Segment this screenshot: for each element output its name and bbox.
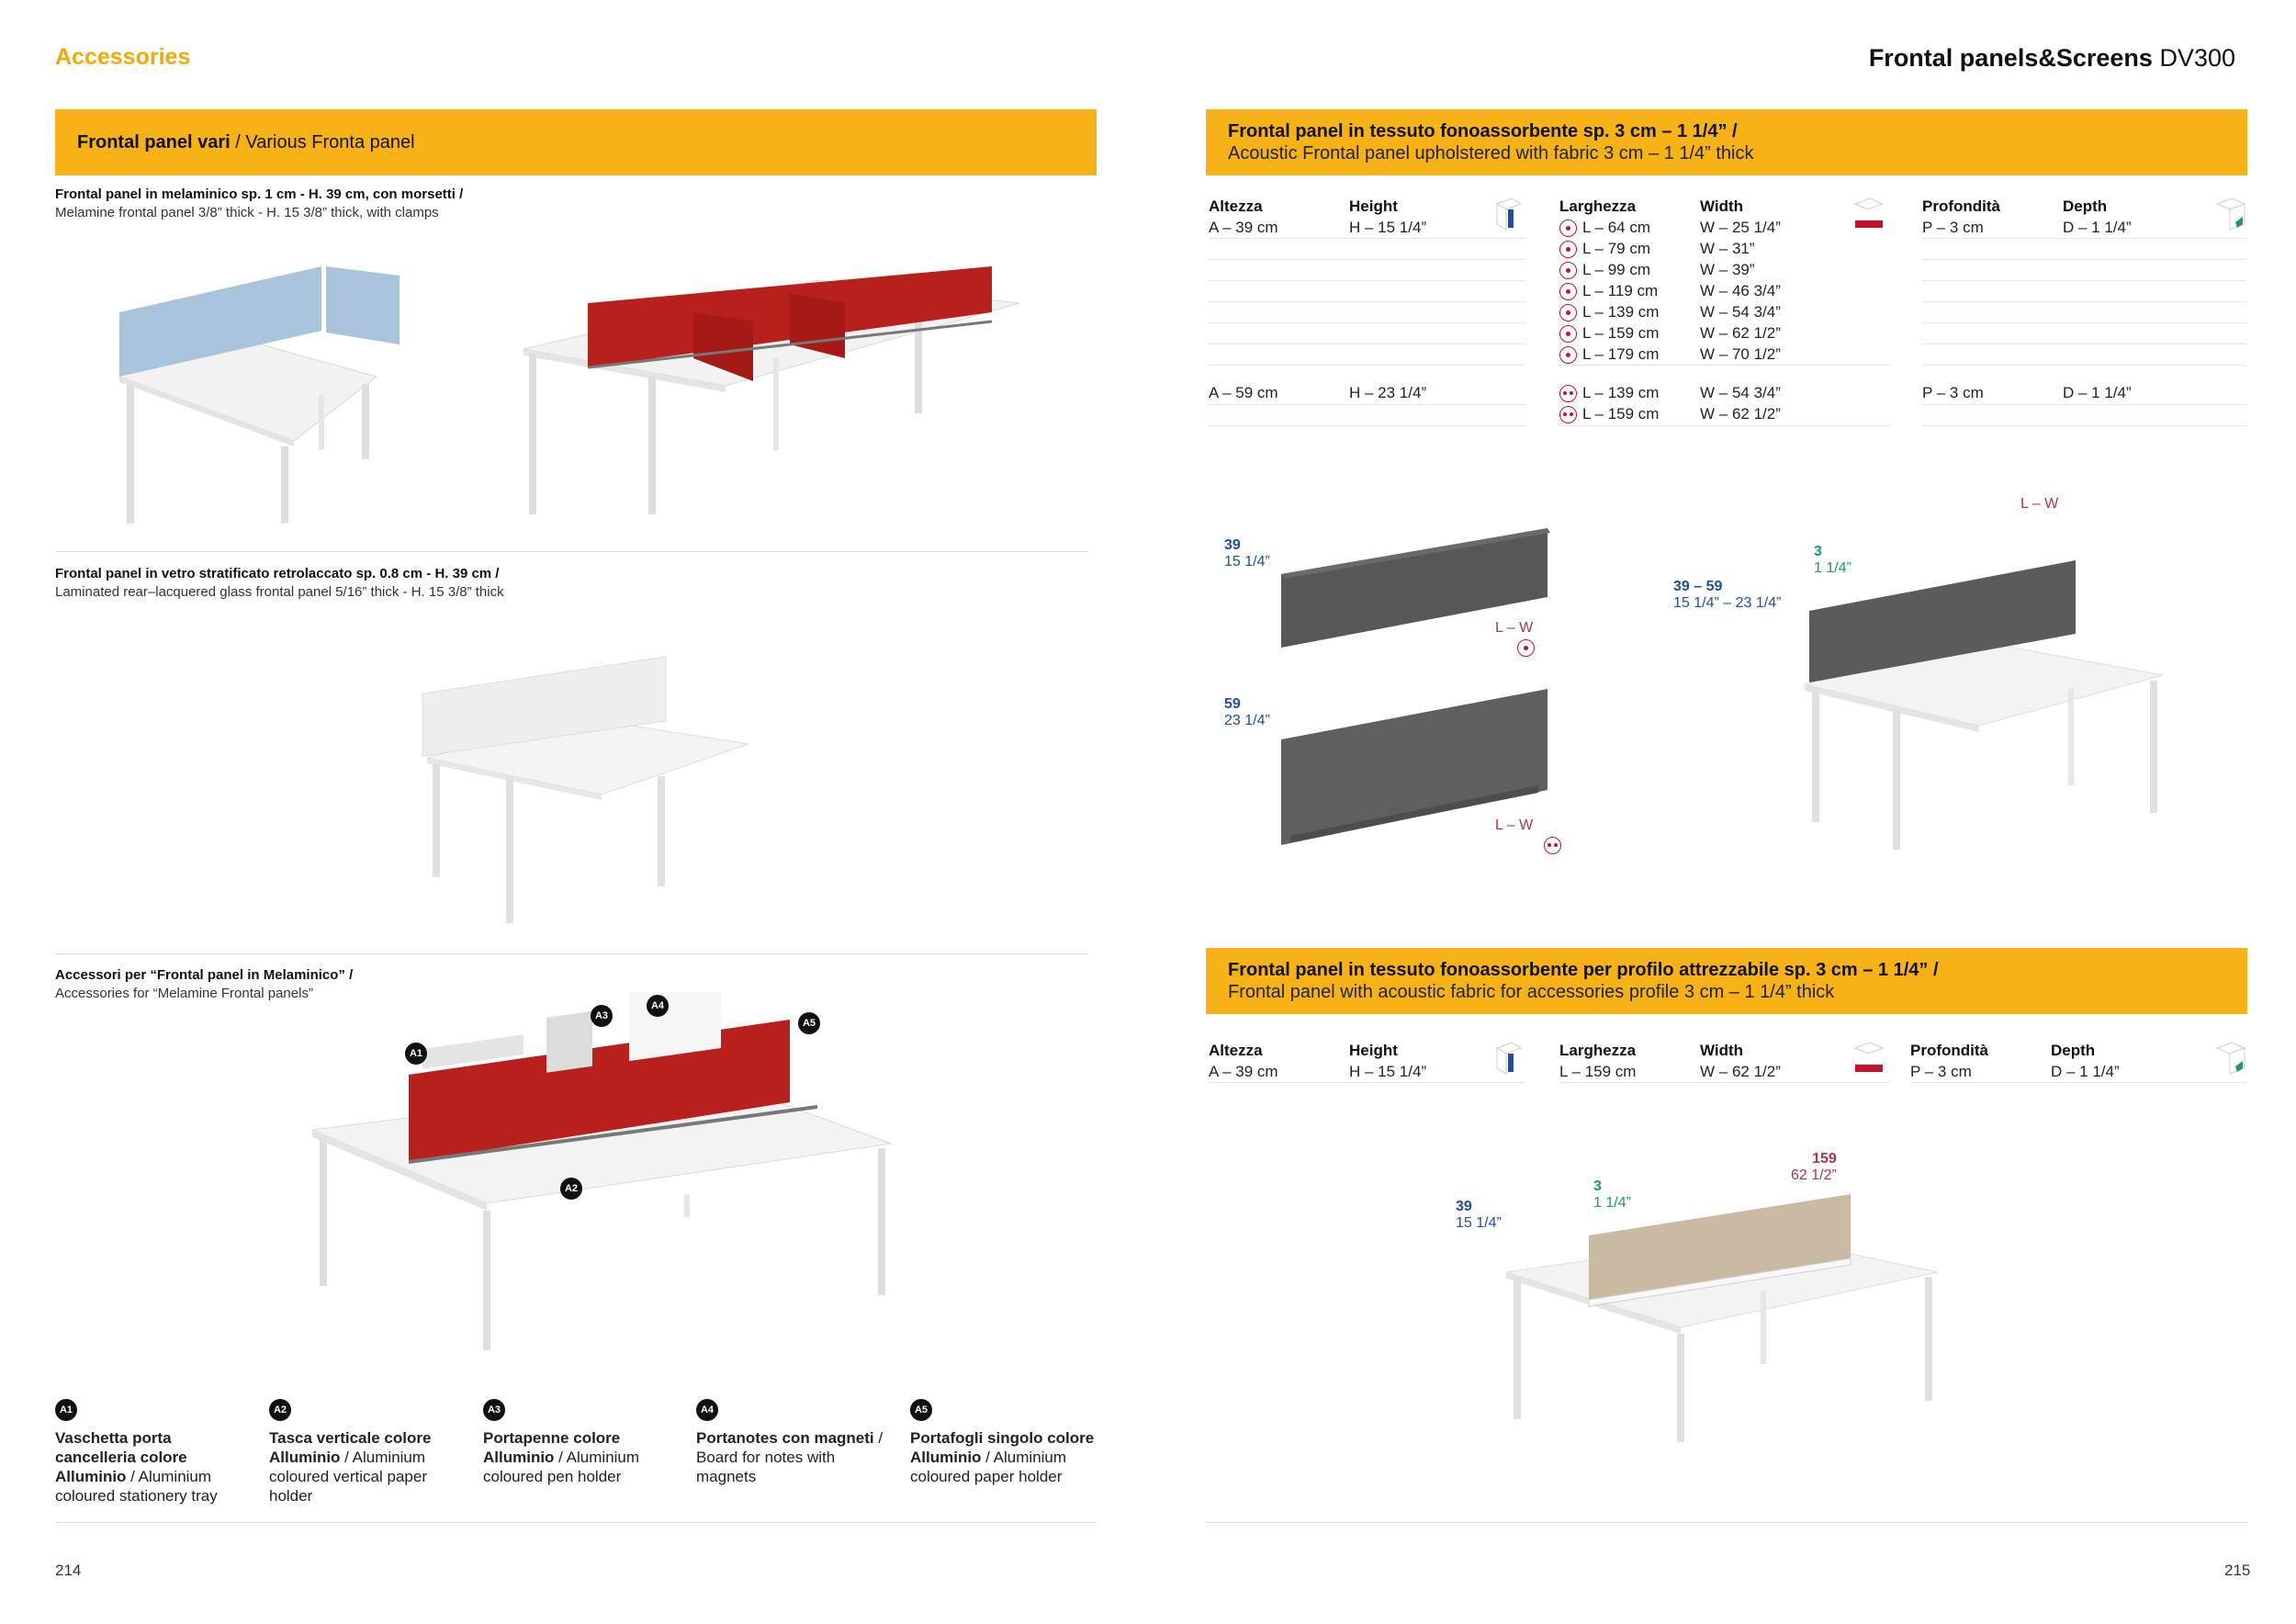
- dim-39-cm: 39: [1224, 537, 1241, 553]
- melamine-caption-it: Frontal panel in melaminico sp. 1 cm - H. 39 cm, con morsetti /: [55, 186, 464, 202]
- width-row-1-it: L – 64 cm: [1582, 219, 1651, 236]
- panel-39-lw: L – W: [1495, 620, 1534, 636]
- width-icon: [1853, 197, 1885, 231]
- accessory-a1-name-1: Vaschetta porta: [55, 1429, 172, 1447]
- accessory-a1-name-2: cancelleria colore: [55, 1449, 187, 1466]
- table1-line: [1559, 365, 1890, 366]
- desk-red-panels-image: [514, 266, 1029, 533]
- glass-caption-it: Frontal panel in vetro stratificato retrolaccato sp. 0.8 cm - H. 39 cm /: [55, 566, 500, 581]
- width-double-row-1-it: L – 139 cm: [1582, 384, 1660, 401]
- accessory-a1: [55, 1399, 239, 1506]
- width-row-2-en: W – 31”: [1700, 240, 1755, 257]
- accessory-a1-en-1: / Aluminium: [126, 1468, 212, 1485]
- page-number-left: 214: [55, 1562, 82, 1579]
- accessory-profile-panel-bar: [1206, 948, 2247, 1014]
- callout-a5-badge: A5: [798, 1012, 820, 1034]
- desk-lw-top: L – W: [2020, 496, 2059, 512]
- accessory-profile-title-it: Frontal panel in tessuto fonoassorbente per profilo attrezzabile sp. 3 cm – 1 1/4” /: [1228, 960, 1939, 980]
- table2-altezza-header: Altezza: [1209, 1042, 1263, 1059]
- width-row-5-en: W – 54 3/4”: [1700, 303, 1781, 321]
- single-panel-icon: [1517, 639, 1535, 657]
- table2-depth: [1910, 1040, 2246, 1082]
- larghezza-header: Larghezza: [1559, 197, 1637, 215]
- table2-line: [1559, 1082, 1890, 1083]
- table2-width-header: Width: [1700, 1042, 1744, 1059]
- accessory-a3-badge: A3: [483, 1399, 505, 1421]
- width-row-7-it: L – 179 cm: [1582, 345, 1660, 363]
- table1-line: [1209, 280, 1525, 281]
- single-panel-icon: [1559, 241, 1577, 258]
- table1-line: [1922, 425, 2246, 426]
- width-column: [1559, 196, 1890, 365]
- dim-59-cm: 59: [1224, 696, 1241, 712]
- table1-line: [1922, 238, 2246, 239]
- acoustic-panel-title-en: Acoustic Frontal panel upholstered with fabric 3 cm – 1 1/4” thick: [1228, 143, 1754, 164]
- accessory-a5-en-2: coloured paper holder: [910, 1468, 1063, 1485]
- dim-thickness-in: 1 1/4”: [1814, 560, 1851, 576]
- desk-grey-panel-image: [1795, 556, 2172, 859]
- divider-3: [55, 1522, 1097, 1523]
- single-panel-icon: [1559, 220, 1577, 237]
- table2-line: [1209, 1082, 1525, 1083]
- single-panel-icon: [1559, 283, 1577, 300]
- table1-line: [1922, 404, 2246, 405]
- accessory-a5-name-1: Portafogli singolo colore: [910, 1429, 1095, 1447]
- width-double-row-1-en: W – 54 3/4”: [1700, 384, 1781, 401]
- single-panel-icon: [1559, 304, 1577, 321]
- accessory-a4-slash: /: [873, 1429, 884, 1447]
- table1-line: [1922, 301, 2246, 302]
- height-row-2-it: A – 59 cm: [1209, 384, 1278, 401]
- double-panel-icon: [1544, 837, 1561, 854]
- table1-line: [1209, 301, 1525, 302]
- dim2-height-cm: 39: [1456, 1199, 1472, 1214]
- accessory-a2-en-3: holder: [269, 1487, 313, 1505]
- width-row-5-it: L – 139 cm: [1582, 303, 1660, 321]
- accessory-a5-name-2: Alluminio: [910, 1449, 982, 1466]
- various-panel-subtitle: / Various Fronta panel: [235, 132, 415, 152]
- acoustic-panel-bar: [1206, 109, 2247, 175]
- double-panel-icon: [1559, 385, 1577, 402]
- accessory-a2-name-1: Tasca verticale colore: [269, 1429, 432, 1447]
- accessory-a3-en-2: coloured pen holder: [483, 1468, 622, 1485]
- various-panel-bar: [55, 109, 1097, 175]
- table1-line: [1922, 280, 2246, 281]
- table2-width: [1559, 1040, 1890, 1082]
- altezza-header: Altezza: [1209, 197, 1263, 215]
- panel-59-lw: L – W: [1495, 818, 1534, 833]
- dim-39-in: 15 1/4”: [1224, 554, 1270, 570]
- accessory-a3: [483, 1399, 676, 1486]
- accessory-a3-name-1: Portapenne colore: [483, 1429, 621, 1447]
- height-row-2: [1209, 382, 1525, 403]
- accessory-a2-en-1: / Aluminium: [340, 1449, 426, 1466]
- desk-accessories-image: [303, 992, 909, 1359]
- table2-width-en: W – 62 1/2”: [1700, 1063, 1781, 1080]
- depth-icon: [2215, 197, 2246, 231]
- width-row-3-it: L – 99 cm: [1582, 261, 1651, 278]
- width-row-6-it: L – 159 cm: [1582, 324, 1660, 342]
- depth-row-1-en: D – 1 1/4”: [2063, 219, 2132, 236]
- table2-depth-header: Depth: [2051, 1042, 2096, 1059]
- accessory-a4-name-1: Portanotes con magneti: [696, 1429, 874, 1447]
- table2-profondita-header: Profondità: [1910, 1042, 1988, 1059]
- callout-a3-badge: A3: [591, 1005, 613, 1027]
- desk-blue-panels-image: [110, 257, 413, 533]
- height-row-1-it: A – 39 cm: [1209, 219, 1278, 236]
- dim2-height-in: 15 1/4”: [1456, 1215, 1502, 1231]
- depth-row-2-it: P – 3 cm: [1922, 384, 1984, 401]
- depth-row-2: [1922, 382, 2246, 403]
- accessory-a4-en-2: magnets: [696, 1468, 757, 1485]
- table2-height-header: Height: [1349, 1042, 1398, 1059]
- width-row-4-en: W – 46 3/4”: [1700, 282, 1781, 299]
- width-row-2-it: L – 79 cm: [1582, 240, 1651, 257]
- dim-thickness-cm: 3: [1814, 544, 1822, 559]
- height-icon: [1495, 1041, 1523, 1076]
- table1-line: [1209, 322, 1525, 323]
- profondita-header: Profondità: [1922, 197, 2000, 215]
- accessories-caption-it: Accessori per “Frontal panel in Melaminico” /: [55, 967, 354, 983]
- dim-range: [1673, 579, 1781, 612]
- width-header: Width: [1700, 197, 1744, 215]
- depth-row-1-it: P – 3 cm: [1922, 219, 1984, 236]
- accessory-a5-badge: A5: [910, 1399, 932, 1421]
- dim-159-cm: 159: [1812, 1151, 1837, 1167]
- accessory-a4: [696, 1399, 898, 1486]
- desk-beige-panel-image: [1497, 1190, 1956, 1447]
- dim-59-in: 23 1/4”: [1224, 713, 1270, 728]
- width-icon: [1853, 1041, 1885, 1076]
- table2-height: [1209, 1040, 1525, 1082]
- accessory-a5-en-1: / Aluminium: [981, 1449, 1067, 1466]
- accessories-caption-en: Accessories for “Melamine Frontal panels”: [55, 986, 313, 1001]
- series-title-light: DV300: [2159, 44, 2235, 72]
- dim2-thickness-cm: 3: [1593, 1179, 1602, 1194]
- accessory-a2: [269, 1399, 462, 1506]
- height-icon: [1495, 197, 1523, 231]
- table2-depth-it: P – 3 cm: [1910, 1063, 1972, 1080]
- depth-row-2-en: D – 1 1/4”: [2063, 384, 2132, 401]
- table2-height-en: H – 15 1/4”: [1349, 1063, 1427, 1080]
- width-row-6-en: W – 62 1/2”: [1700, 324, 1781, 342]
- dim-159-in: 62 1/2”: [1791, 1167, 1837, 1183]
- various-panel-title: Frontal panel vari: [77, 132, 231, 152]
- double-panel-icon: [1559, 406, 1577, 423]
- height-row-2-en: H – 23 1/4”: [1349, 384, 1427, 401]
- series-title-bold: Frontal panels&Screens: [1868, 44, 2153, 72]
- table2-height-it: A – 39 cm: [1209, 1063, 1278, 1080]
- accessory-a1-badge: A1: [55, 1399, 77, 1421]
- callout-a4-badge: A4: [647, 995, 669, 1017]
- width-double-column: [1559, 382, 1890, 424]
- dim-range-in: 15 1/4” – 23 1/4”: [1673, 595, 1782, 611]
- melamine-caption-en: Melamine frontal panel 3/8” thick - H. 15 3/8” thick, with clamps: [55, 205, 439, 220]
- width-row-3-en: W – 39”: [1700, 261, 1755, 278]
- callout-a1-badge: A1: [405, 1043, 427, 1065]
- width-row-7-en: W – 70 1/2”: [1700, 345, 1781, 363]
- melamine-panel-caption: [55, 186, 1065, 222]
- dim-159: [1791, 1151, 1837, 1184]
- height-column: [1209, 196, 1525, 238]
- divider-4: [1206, 1522, 2247, 1523]
- accessory-a2-badge: A2: [269, 1399, 291, 1421]
- table2-depth-en: D – 1 1/4”: [2051, 1063, 2120, 1080]
- glass-caption-en: Laminated rear–lacquered glass frontal panel 5/16” thick - H. 15 3/8” thick: [55, 584, 504, 600]
- accessory-a1-en-2: coloured stationery tray: [55, 1487, 218, 1505]
- accessory-a4-badge: A4: [696, 1399, 718, 1421]
- table1-line: [1209, 404, 1525, 405]
- width-double-row-2-it: L – 159 cm: [1582, 405, 1660, 423]
- section-title: Accessories: [55, 44, 191, 70]
- single-panel-icon: [1559, 325, 1577, 343]
- series-title: [1869, 44, 2235, 73]
- accessory-a1-name-3: Alluminio: [55, 1468, 127, 1485]
- desk-glass-panel-image: [418, 648, 758, 932]
- table2-larghezza-header: Larghezza: [1559, 1042, 1637, 1059]
- table1-line: [1922, 259, 2246, 260]
- callout-a2-badge: A2: [560, 1178, 582, 1200]
- table1-line: [1209, 365, 1525, 366]
- table1-line: [1209, 259, 1525, 260]
- accessory-a2-en-2: coloured vertical paper: [269, 1468, 427, 1485]
- width-row-1-en: W – 25 1/4”: [1700, 219, 1781, 236]
- accessory-profile-title-en: Frontal panel with acoustic fabric for accessories profile 3 cm – 1 1/4” thick: [1228, 982, 1835, 1002]
- accessory-a2-name-2: Alluminio: [269, 1449, 341, 1466]
- single-panel-icon: [1559, 346, 1577, 364]
- width-row-4-it: L – 119 cm: [1582, 282, 1659, 299]
- dim-59: [1224, 696, 1270, 729]
- accessory-a3-name-2: Alluminio: [483, 1449, 555, 1466]
- accessory-a3-en-1: / Aluminium: [554, 1449, 640, 1466]
- height-header: Height: [1349, 197, 1398, 215]
- height-row-1-en: H – 15 1/4”: [1349, 219, 1427, 236]
- dim-range-cm: 39 – 59: [1673, 579, 1723, 594]
- table1-line: [1922, 365, 2246, 366]
- dim2-thickness-in: 1 1/4”: [1593, 1195, 1631, 1211]
- divider-1: [55, 551, 1088, 552]
- table1-line: [1209, 425, 1525, 426]
- single-panel-icon: [1559, 262, 1577, 279]
- table1-line: [1559, 425, 1890, 426]
- page-number-right: 215: [2224, 1562, 2251, 1579]
- glass-panel-caption: [55, 565, 1065, 602]
- table2-line: [1910, 1082, 2246, 1083]
- acoustic-panel-title-it: Frontal panel in tessuto fonoassorbente sp. 3 cm – 1 1/4” /: [1228, 121, 1738, 141]
- divider-2: [55, 953, 1088, 954]
- table1-line: [1209, 238, 1525, 239]
- depth-icon: [2215, 1041, 2246, 1076]
- width-double-row-2-en: W – 62 1/2”: [1700, 405, 1781, 423]
- dim-39: [1224, 537, 1270, 570]
- dim2-height: [1456, 1199, 1502, 1232]
- accessory-a4-en-1: Board for notes with: [696, 1449, 836, 1466]
- accessory-a5: [910, 1399, 1112, 1486]
- table2-width-it: L – 159 cm: [1559, 1063, 1637, 1080]
- depth-header: Depth: [2063, 197, 2108, 215]
- table1-line: [1922, 322, 2246, 323]
- depth-column: [1922, 196, 2246, 238]
